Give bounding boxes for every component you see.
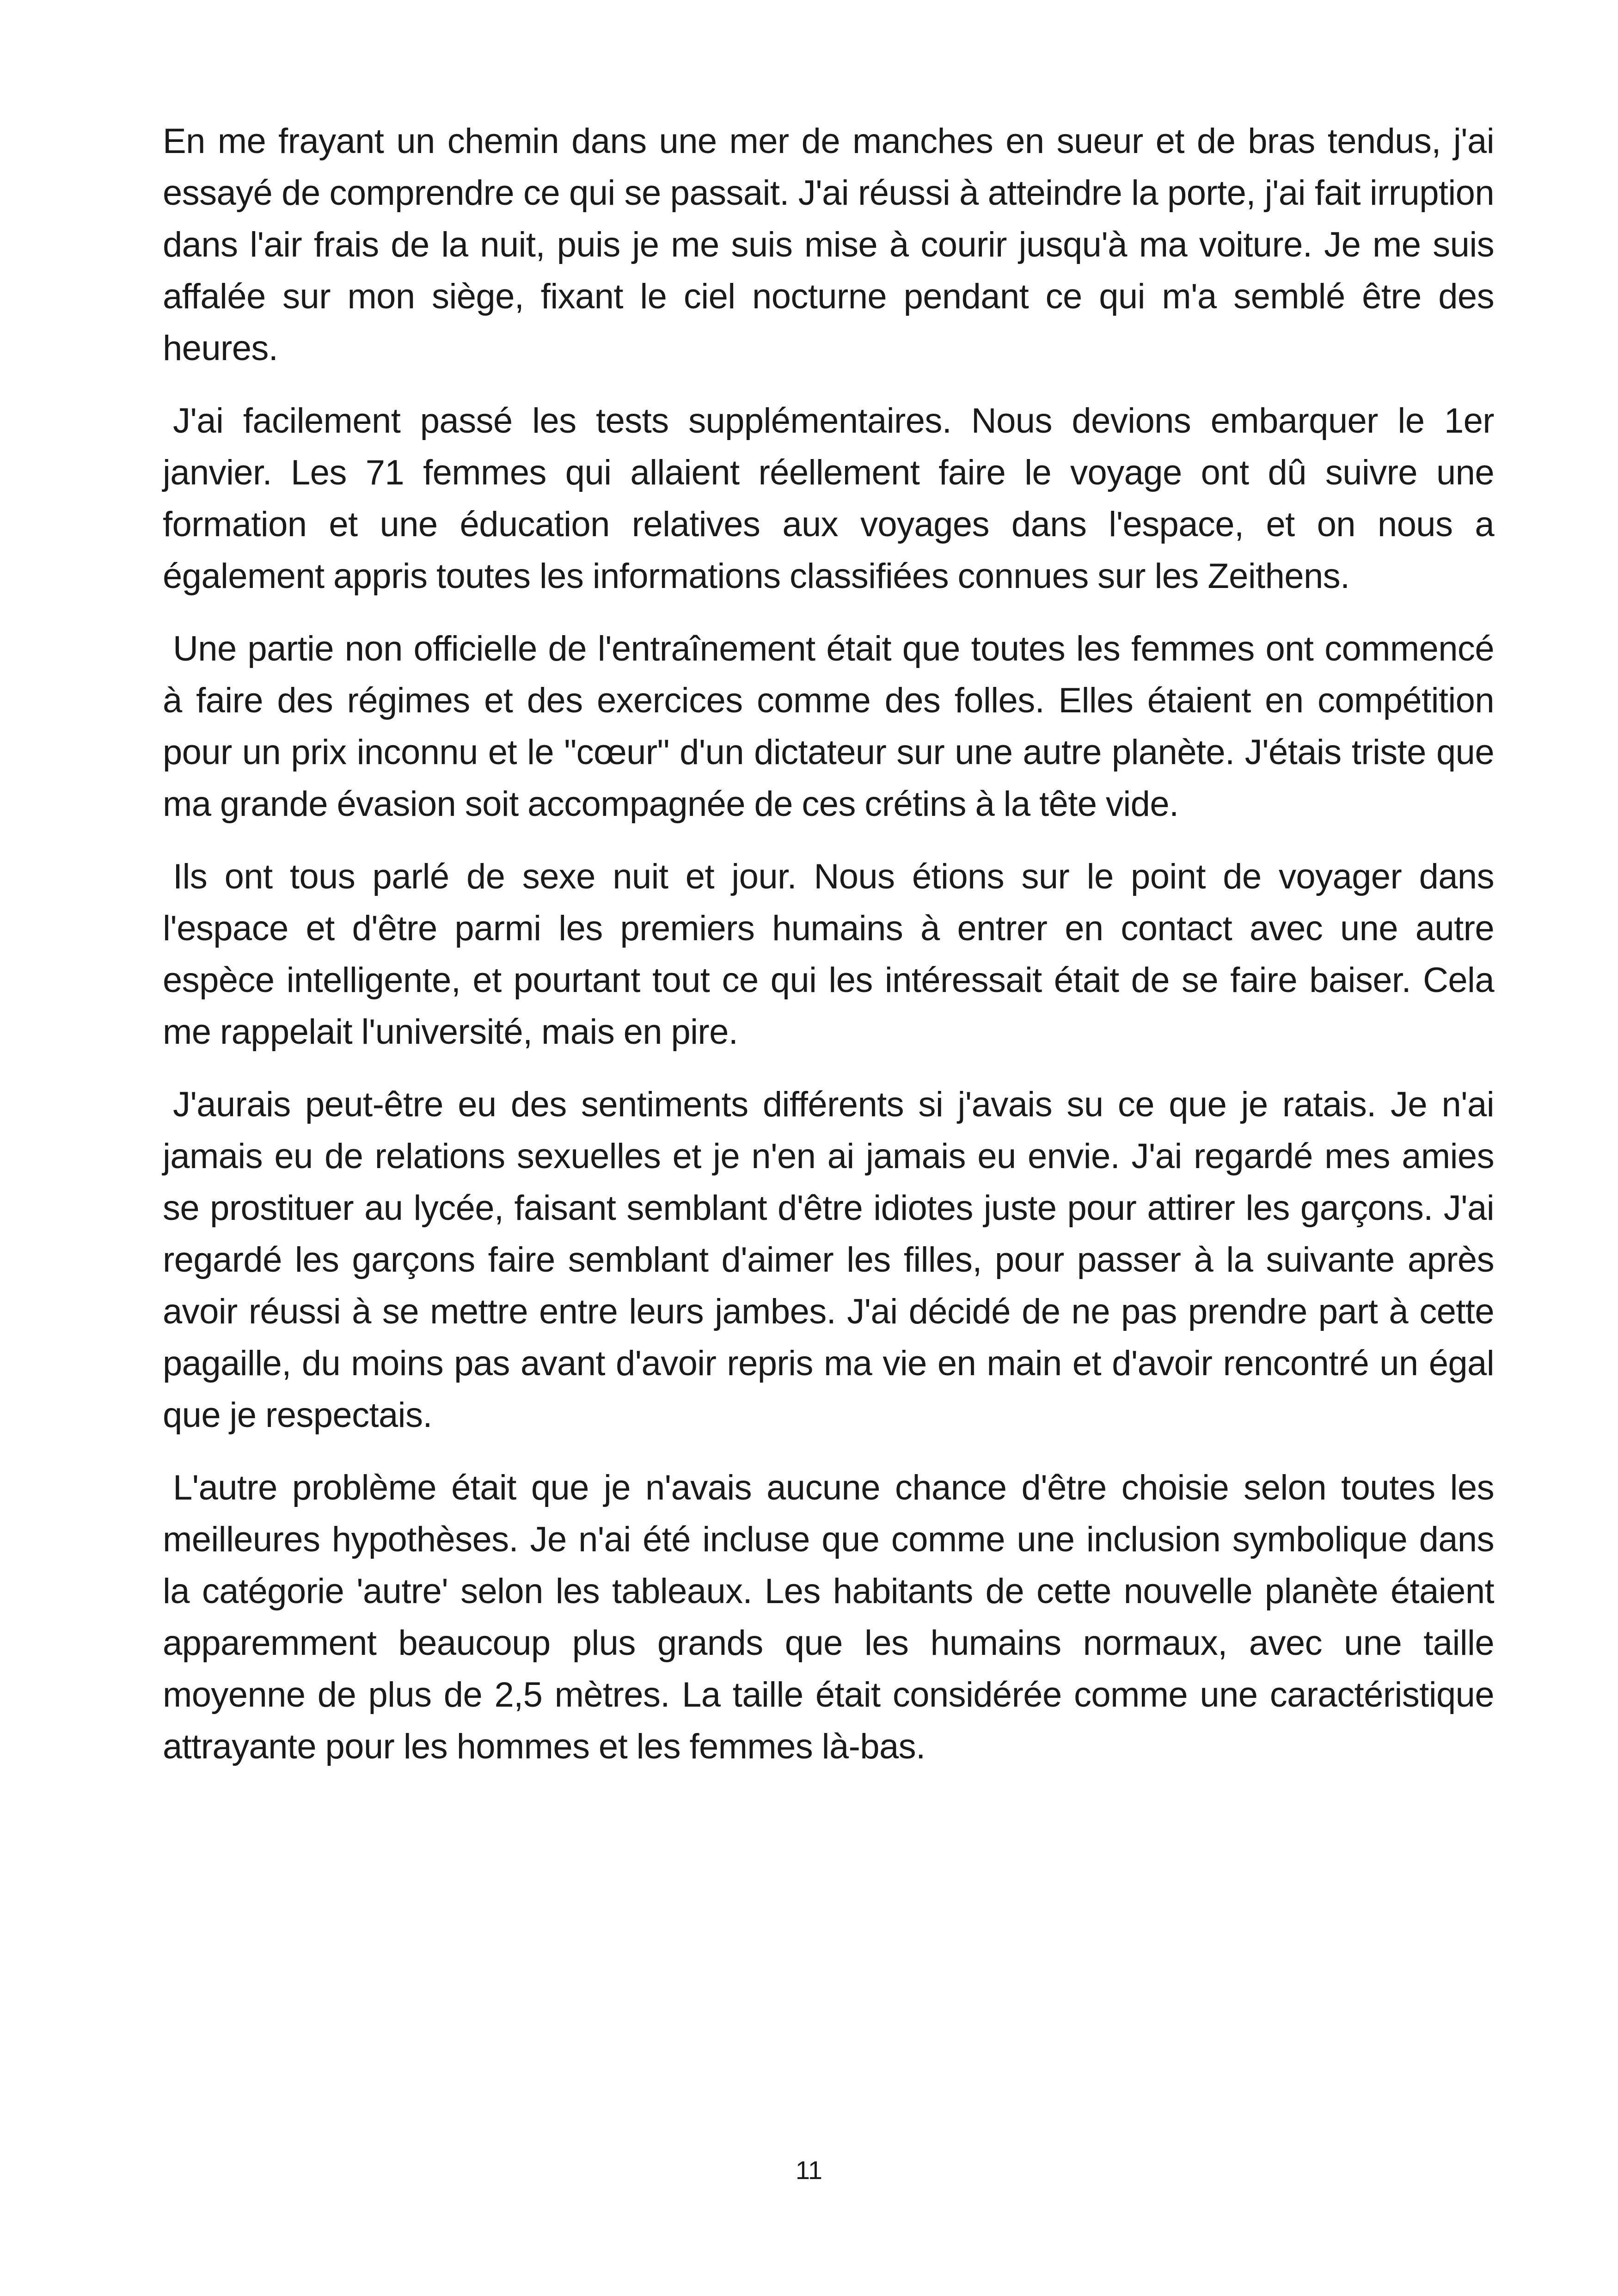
- body-text: [163, 116, 1494, 1794]
- page-number: 11: [795, 2155, 823, 2185]
- paragraph-6: L'autre problème était que je n'avais aucune chance d'être choisie selon toutes les meilleures hypothèses. Je n'ai été incluse que comme une inclusion symbolique dans la catégorie 'autre' selon les tableaux. Les habitants de cette nouvelle planète étaient apparemment beaucoup plus grands que les humains normaux, avec une taille moyenne de plus de 2,5 mètres. La taille était considérée comme une caractéristique attrayante pour les hommes et les femmes là-bas.: [163, 1468, 1494, 1766]
- paragraph-4: Ils ont tous parlé de sexe nuit et jour. Nous étions sur le point de voyager dans l'espace et d'être parmi les premiers humains à entrer en contact avec une autre espèce intelligente, et pourtant tout ce qui les intéressait était de se faire baiser. Cela me rappelait l'université, mais en pire.: [163, 857, 1494, 1052]
- paragraph-5: J'aurais peut-être eu des sentiments différents si j'avais su ce que je ratais. Je n'ai jamais eu de relations sexuelles et je n'en ai jamais eu envie. J'ai regardé mes amies se prostituer au lycée, faisant semblant d'être idiotes juste pour attirer les garçons. J'ai regardé les garçons faire semblant d'aimer les filles, pour passer à la suivante après avoir réussi à se mettre entre leurs jambes. J'ai décidé de ne pas prendre part à cette pagaille, du moins pas avant d'avoir repris ma vie en main et d'avoir rencontré un égal que je respectais.: [163, 1085, 1494, 1435]
- paragraph-3: Une partie non officielle de l'entraînement était que toutes les femmes ont commencé à faire des régimes et des exercices comme des folles. Elles étaient en compétition pour un prix inconnu et le "cœur" d'un dictateur sur une autre planète. J'étais triste que ma grande évasion soit accompagnée de ces crétins à la tête vide.: [163, 629, 1494, 824]
- paragraph-1: En me frayant un chemin dans une mer de manches en sueur et de bras tendus, j'ai essayé de comprendre ce qui se passait. J'ai réussi à atteindre la porte, j'ai fait irruption dans l'air frais de la nuit, puis je me suis mise à courir jusqu'à ma voiture. Je me suis affalée sur mon siège, fixant le ciel nocturne pendant ce qui m'a semblé être des heures.: [163, 122, 1494, 368]
- paragraph-2: J'ai facilement passé les tests supplémentaires. Nous devions embarquer le 1er janvier. Les 71 femmes qui allaient réellement faire le voyage ont dû suivre une formation et une éducation relatives aux voyages dans l'espace, et on nous a également appris toutes les informations classifiées connues sur les Zeithens.: [163, 401, 1494, 596]
